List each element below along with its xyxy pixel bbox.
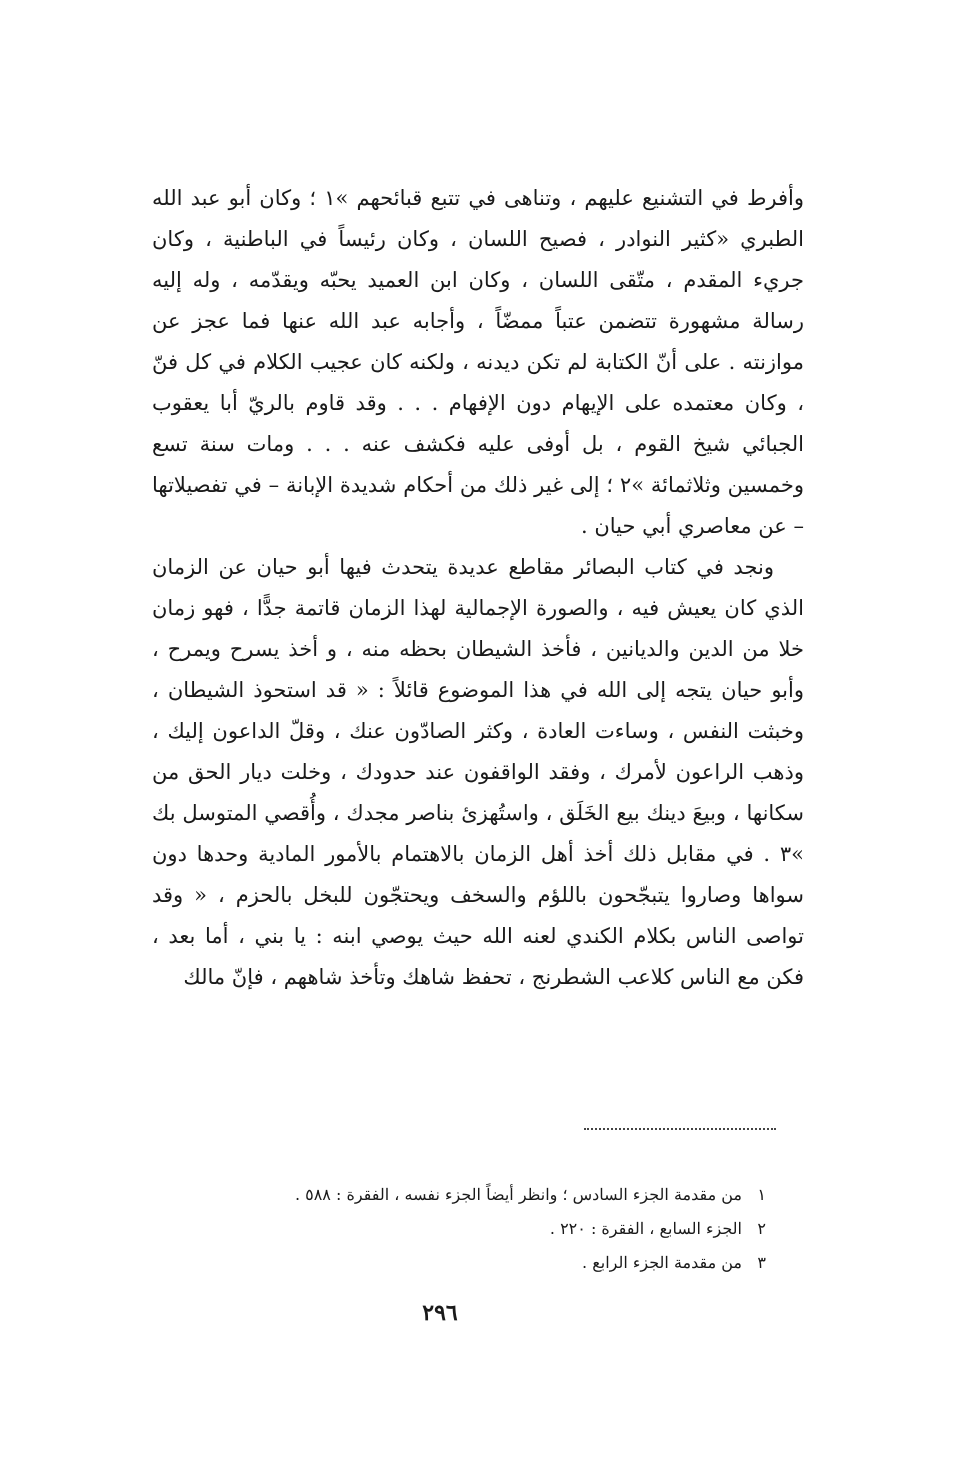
footnotes xyxy=(166,1178,766,1280)
footnote-3 xyxy=(166,1246,766,1280)
footnote-2 xyxy=(166,1212,766,1246)
page-number: ٢٩٦ xyxy=(422,1300,458,1326)
footnote-number: ٢ xyxy=(757,1219,766,1238)
footnote-1 xyxy=(166,1178,766,1212)
paragraph-1: وأفرط في التشنيع عليهم ، وتناهى في تتبع قبائحهم »١ ؛ وكان أبو عبد الله الطبري «كثير النوادر ، فصيح اللسان ، وكان رئيساً في الباطنية ، وكان جريء المقدم ، متّقى اللسان ، وكان ابن العميد يحبّه ويقدّمه ، وله إليه رسالة مشهورة تتضمن عتباً ممضّاً ، وأجابه عبد الله عنها فما عجز عن موازنته . على أنّ الكتابة لم تكن ديدنه ، ولكنه كان عجيب الكلام في كل فنّ ، وكان معتمده على الإيهام دون الإفهام . . . وقد قاوم بالريّ أبا يعقوب الجبائي شيخ القوم ، بل أوفى عليه فكشف عنه . . . ومات سنة تسع وخمسين وثلاثمائة »٢ ؛ إلى غير ذلك من أحكام شديدة الإبانة – في تفصيلاتها – عن معاصري أبي حيان . xyxy=(152,186,805,538)
footnote-number: ٣ xyxy=(757,1253,766,1272)
paragraph-2: ونجد في كتاب البصائر مقاطع عديدة يتحدث فيها أبو حيان عن الزمان الذي كان يعيش فيه ، والصورة الإجمالية لهذا الزمان قاتمة جدًّا ، فهو زمان خلا من الدين والديانين ، فأخذ الشيطان بحظه منه ، و أخذ يسرح ويمرح ، وأبو حيان يتجه إلى الله في هذا الموضوع قائلاً : « قد استحوذ الشيطان ، وخبثت النفس ، وساءت العادة ، وكثر الصادّون عنك ، وقلّ الداعون إليك ، وذهب الراعون لأمرك ، وفقد الواقفون عند حدودك ، وخلت ديار الحق من سكانها ، وبيعَ دينك بيع الخَلَق ، واستُهزئ بناصر مجدك ، وأُقصي المتوسل بك »٣ . في مقابل ذلك أخذ أهل الزمان بالاهتمام بالأمور المادية وحدها دون سواها وصاروا يتبجّحون باللؤم والسخف ويحتجّون للبخل بالحزم ، « وقد تواصى الناس بكلام الكندي لعنه الله حيث يوصي ابنه : يا بني ، أما بعد ، فكن مع الناس كلاعب الشطرنج ، تحفظ شاهك وتأخذ شاههم ، فإنّ مالك xyxy=(152,555,804,989)
footnote-number: ١ xyxy=(757,1185,766,1204)
footnote-text: من مقدمة الجزء السادس ؛ وانظر أيضاً الجزء نفسه ، الفقرة : ٥٨٨ . xyxy=(294,1185,742,1204)
main-text xyxy=(152,178,804,998)
footnote-text: الجزء السابع ، الفقرة : ٢٢٠ . xyxy=(549,1219,742,1238)
footnote-text: من مقدمة الجزء الرابع . xyxy=(582,1253,742,1272)
footnote-separator xyxy=(584,1128,776,1130)
